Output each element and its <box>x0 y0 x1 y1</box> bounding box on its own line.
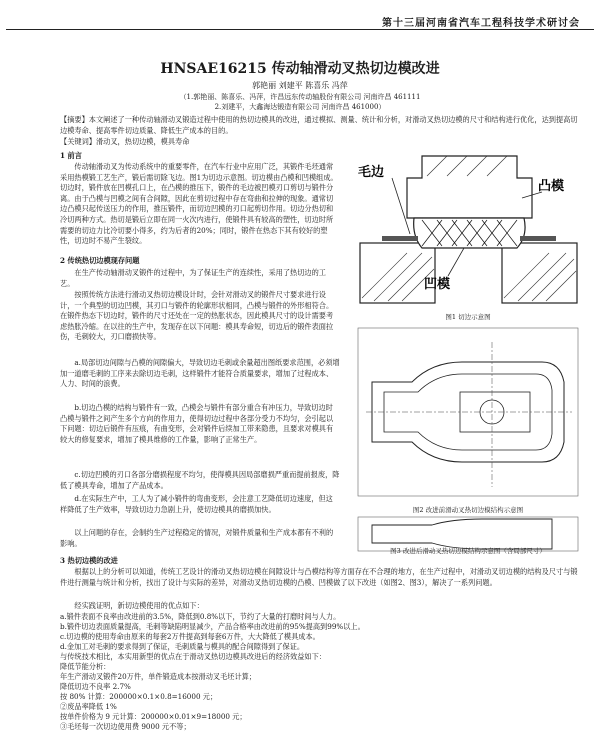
cost-line-1: 降低节能分析： <box>60 662 111 671</box>
figure-1-caption: 图1 切边示意图 <box>445 313 491 321</box>
authors: 郭艳丽 刘建平 陈喜乐 冯萍 <box>252 81 348 90</box>
abstract: 【摘要】本文阐述了一种传动轴滑动叉锻造过程中使用的热切边模具的改进，通过模拟、测量、统计和分析，对滑动叉热切边模的尺寸和结构进行优化，达到提高切边模寿命、提高零件切边质量、降低生产成本的目的。 <box>60 115 578 135</box>
s3-benefit-d: d.金加工对毛刺的要求得到了保证，毛刺质量与模具的配合间隙得到了保证。 <box>60 642 305 651</box>
header-rule <box>6 29 594 30</box>
die-block <box>360 243 577 303</box>
label-flash: 毛边 <box>358 165 385 180</box>
running-header: 第十三届河南省汽车工程科技学术研讨会 <box>382 18 580 29</box>
label-punch: 凸模 <box>538 179 565 194</box>
s3-benefits-title: 经实践证明，新切边模使用的优点如下： <box>74 601 204 610</box>
s2-para-1: 在生产传动轴滑动叉锻件的过程中，为了保证生产的连续性，采用了热切边的工艺。 <box>60 268 326 288</box>
cost-line-7: ③毛坯每一次切边使用费 9000 元不等； <box>60 722 191 731</box>
keywords: 【关键词】滑动叉，热切边模，模具寿命 <box>60 137 190 146</box>
s2-item-b: b.切边凸模的结构与锻件有一致，凸模会与锻件有部分重合有冲压力，导致切边时凸模与锻件之间产生多个方向的作用力，使得切边过程中各部分受力不均匀，会引起以下问题：切边后锻件有压痕，有曲变形，会对锻件后续加工带来隐患，且要求对模具有较大的修复要求，增加了模具维修的工作量，影响了正常生产。 <box>60 403 334 444</box>
affiliation-1: （1.郭艳丽、陈喜乐、冯萍，许昌远东传动轴股份有限公司 河南许昌 461111 <box>179 93 421 101</box>
punch-block <box>407 156 532 218</box>
s2-item-d: d.在实际生产中，工人为了减小锻件的弯曲变形，会注意工艺降低切边速度，但这样降低了生产效率，导致切边力急剧上升，使切边模具的磨损加快。 <box>60 494 333 514</box>
figure-1-diagram <box>352 148 584 308</box>
paper-title: HNSAE16215 传动轴滑动叉热切边模改进 <box>160 61 440 77</box>
cost-line-2: 年生产滑动叉锻件20万件，单件锻造成本按滑动叉毛坯计算； <box>60 672 257 681</box>
cost-line-0: 与传统技术相比，本实用新型的优点在于滑动叉热切边模具改进后的经济效益如下： <box>60 652 326 661</box>
figure-3-caption: 图3 改进后滑动叉热切边模结构示意图（含局部尺寸） <box>390 547 546 555</box>
cost-line-4: 按 80% 计算：200000×0.1×0.8=16000 元； <box>60 692 218 701</box>
section-1-heading: 1 前言 <box>60 151 82 160</box>
s2-item-c: c.切边凹模的刃口各部分磨损程度不均匀，使得模具因局部磨损严重而提前报废，降低了模具寿命，增加了产品成本。 <box>60 470 340 490</box>
section-3-heading: 3 热切边模的改进 <box>60 556 118 565</box>
section-2-heading: 2 传统热切边模现存问题 <box>60 256 140 265</box>
s3-paragraph: 根据以上的分析可以知道，传统工艺设计的滑动叉热切边模在间隙设计与凸模结构等方面存在不合理的地方，在生产过程中，对滑动叉切边模的结构及尺寸与锻件进行测量与统计和分析，找出了设计与实际的差异，对滑动叉热切边模的凸模、凹模做了以下改进（如图2、图3），解决了一系列问题。 <box>60 567 578 587</box>
figure-2-caption: 图2 改进前滑动叉热切边模结构示意图 <box>412 506 524 514</box>
intro-paragraph: 传动轴滑动叉为传动系统中的重要零件，在汽车行业中应用广泛，其锻件毛坯通常采用热模锻工艺生产，锻后需切除飞边。图1为切边示意图。切边模由凸模和凹模组成。切边时，锻件放在凹模孔口上，在凸模的推压下，锻件的毛边被凹模刃口剪切与锻件分离。由于凸模与凹模之间有合间隙，因此在剪切过程中存在弯曲和拉伸的现象。通常切边凸模只起传送压力的作用，推压锻件，而切边凹模的刃口起剪切作用。切边分热切和冷切两种方式。热切是锻后立即在同一火次内进行，使锻件具有较高的塑性，切边时所需要的切边力比冷切要小得多，约为后者的20%；同时，锻件在热态下其有较好的塑性，切边时不易产生裂纹。 <box>60 162 338 246</box>
s2-item-a: a.局部切边间隙与凸模的间隙偏大，导致切边毛刺或余量超出图纸要求范围，必须增加一道磨毛刺的工序来去除切边毛刺，这样锻件才能符合质量要求，增加了过程成本、人力、时间的浪费。 <box>60 358 340 389</box>
label-die: 凹模 <box>424 277 451 292</box>
affiliation-2: 2.刘建平，大鑫海达锻造有限公司 河南许昌 461000） <box>214 103 386 111</box>
cost-line-6: 按单件价格为 9 元计算：200000×0.01×9=18000 元； <box>60 712 247 721</box>
cost-line-3: 降低切边不良率 2.7% <box>60 682 131 691</box>
s3-benefit-a: a.锻件表面不良率由改进前的3.5%，降低到0.8%以下，节约了大量的打磨时间与人力。 <box>60 612 341 621</box>
cost-line-5: ②废品率降低 1% <box>60 702 117 711</box>
figure-2-diagram <box>352 322 584 502</box>
s3-benefit-b: b.锻件切边表面质量提高，毛刺等缺陷明显减少，产品合格率由改进前的95%提高到99%以上。 <box>60 622 365 631</box>
s3-benefit-c: c.切边模的使用寿命由原来的每套2万件提高到每套6万件，大大降低了模具成本。 <box>60 632 320 641</box>
s2-para-3: 以上问题的存在，会制约生产过程稳定的情况，对锻件质量和生产成本都有不利的影响。 <box>60 528 334 548</box>
s2-para-2: 按照传统方法进行滑动叉热切边模设计时，会针对滑动叉的锻件尺寸要求进行设计，一个典型的切边凹模，其刃口与锻件的轮廓形状相同，凸模与锻件的外形相符合。在锻件热态下切边时，锻件的尺寸还处在一定的热胀状态，因此模具尺寸的设计需要考虑热胀冷缩。在以往的生产中，发现存在以下问题：模具寿命短，切边后的锻件表面拉伤，毛刺较大，刃口磨损快等。 <box>60 290 334 342</box>
